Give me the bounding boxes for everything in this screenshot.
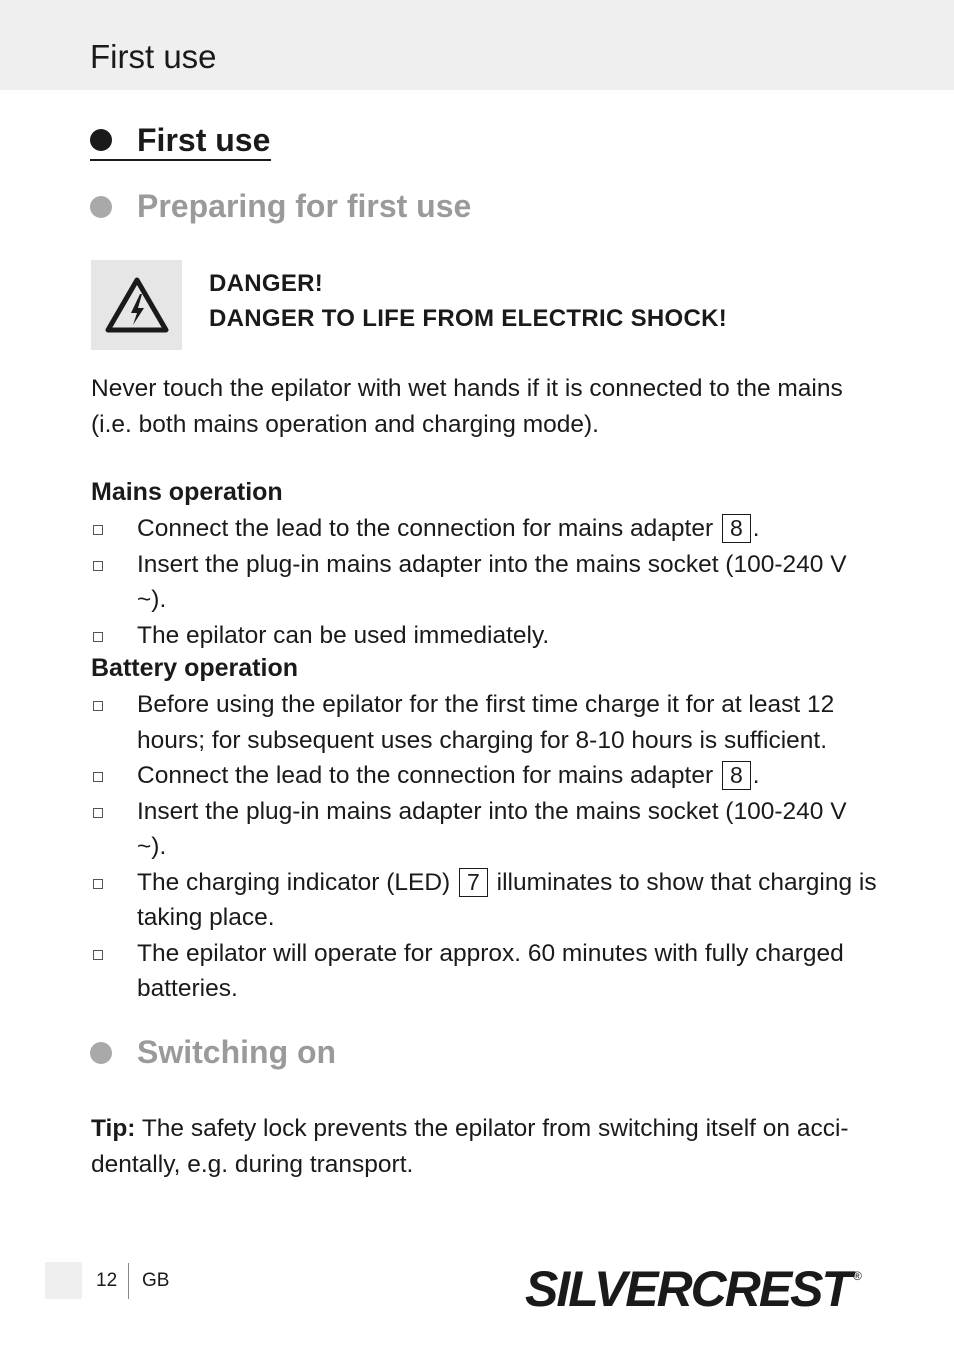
list-item-text: The epilator can be used immediately. — [137, 621, 550, 649]
list-item — [91, 511, 881, 547]
section-heading-preparing — [90, 188, 471, 225]
list-item — [91, 618, 881, 654]
list-item-text: The charging indicator (LED) — [137, 868, 451, 896]
list-item — [91, 794, 881, 865]
page-header-title: First use — [90, 38, 217, 75]
section-title: Switching on — [137, 1034, 337, 1070]
list-item-text: Insert the plug-in mains adapter into the mains socket (100-240 V ~). — [137, 550, 847, 613]
checkbox-bullet-icon — [93, 879, 103, 889]
intro-paragraph: Never touch the epilator with wet hands if it is connected to the mains (i.e. both mains operation and charging mode). — [91, 375, 843, 438]
list-item-text: Connect the lead to the connection for mains adapter — [137, 515, 714, 542]
battery-operation-list — [91, 687, 881, 1007]
list-item-text: The epilator will operate for approx. 60 minutes with fully charged batteries. — [137, 939, 844, 1002]
page-language: GB — [142, 1270, 170, 1291]
checkbox-bullet-icon — [93, 808, 103, 818]
danger-warning-text — [209, 266, 727, 336]
bullet-dot-icon — [90, 1042, 112, 1064]
list-item — [91, 936, 881, 1007]
mains-operation-heading: Mains operation — [91, 478, 283, 506]
list-item — [91, 547, 881, 618]
list-item-suffix: . — [752, 762, 760, 789]
page-number: 12 — [96, 1270, 118, 1291]
list-item — [91, 758, 881, 794]
section-title: First use — [137, 121, 271, 158]
heading-underline — [90, 159, 271, 161]
danger-line-2: DANGER TO LIFE FROM ELECTRIC SHOCK! — [209, 305, 728, 332]
part-reference-number: 8 — [722, 514, 751, 543]
warning-icon-box — [91, 260, 182, 350]
checkbox-bullet-icon — [93, 561, 103, 571]
part-reference-number: 8 — [722, 761, 751, 790]
section-title: Preparing for first use — [137, 188, 472, 224]
checkbox-bullet-icon — [93, 772, 103, 782]
list-item-text: Connect the lead to the connection for mains adapter — [137, 762, 714, 789]
checkbox-bullet-icon — [93, 525, 103, 535]
list-item — [91, 687, 881, 758]
list-item-suffix: . — [752, 515, 760, 542]
section-heading-switching-on — [90, 1034, 336, 1071]
checkbox-bullet-icon — [93, 950, 103, 960]
checkbox-bullet-icon — [93, 632, 103, 642]
list-item-text: Before using the epilator for the first time charge it for at least 12 hours; for subsequent uses charging for 8-10 hours is sufficient. — [137, 691, 835, 754]
tip-label: Tip: — [91, 1115, 136, 1142]
mains-operation-list — [91, 511, 881, 653]
footer-marker-box — [45, 1262, 82, 1299]
bullet-dot-icon — [90, 129, 112, 151]
danger-line-1: DANGER! — [209, 270, 324, 297]
svg-text:SILVERCREST: SILVERCREST — [525, 1261, 857, 1314]
tip-paragraph — [91, 1111, 871, 1182]
svg-text:®: ® — [853, 1269, 862, 1283]
part-reference-number: 7 — [459, 868, 488, 897]
electric-shock-warning-icon — [104, 276, 170, 334]
silvercrest-logo — [525, 1258, 870, 1319]
footer-divider — [128, 1263, 129, 1299]
list-item-text: Insert the plug-in mains adapter into the mains socket (100-240 V ~). — [137, 797, 847, 860]
bullet-dot-icon — [90, 196, 112, 218]
battery-operation-heading: Battery operation — [91, 654, 298, 682]
section-heading-first-use — [90, 118, 270, 162]
list-item-suffix: illuminates to show that charging is taking place. — [137, 868, 877, 931]
checkbox-bullet-icon — [93, 701, 103, 711]
list-item — [91, 865, 881, 936]
brand-logo-icon — [525, 1258, 870, 1314]
tip-text: The safety lock prevents the epilator from switching itself on acci-dentally, e.g. during transport. — [91, 1115, 849, 1178]
